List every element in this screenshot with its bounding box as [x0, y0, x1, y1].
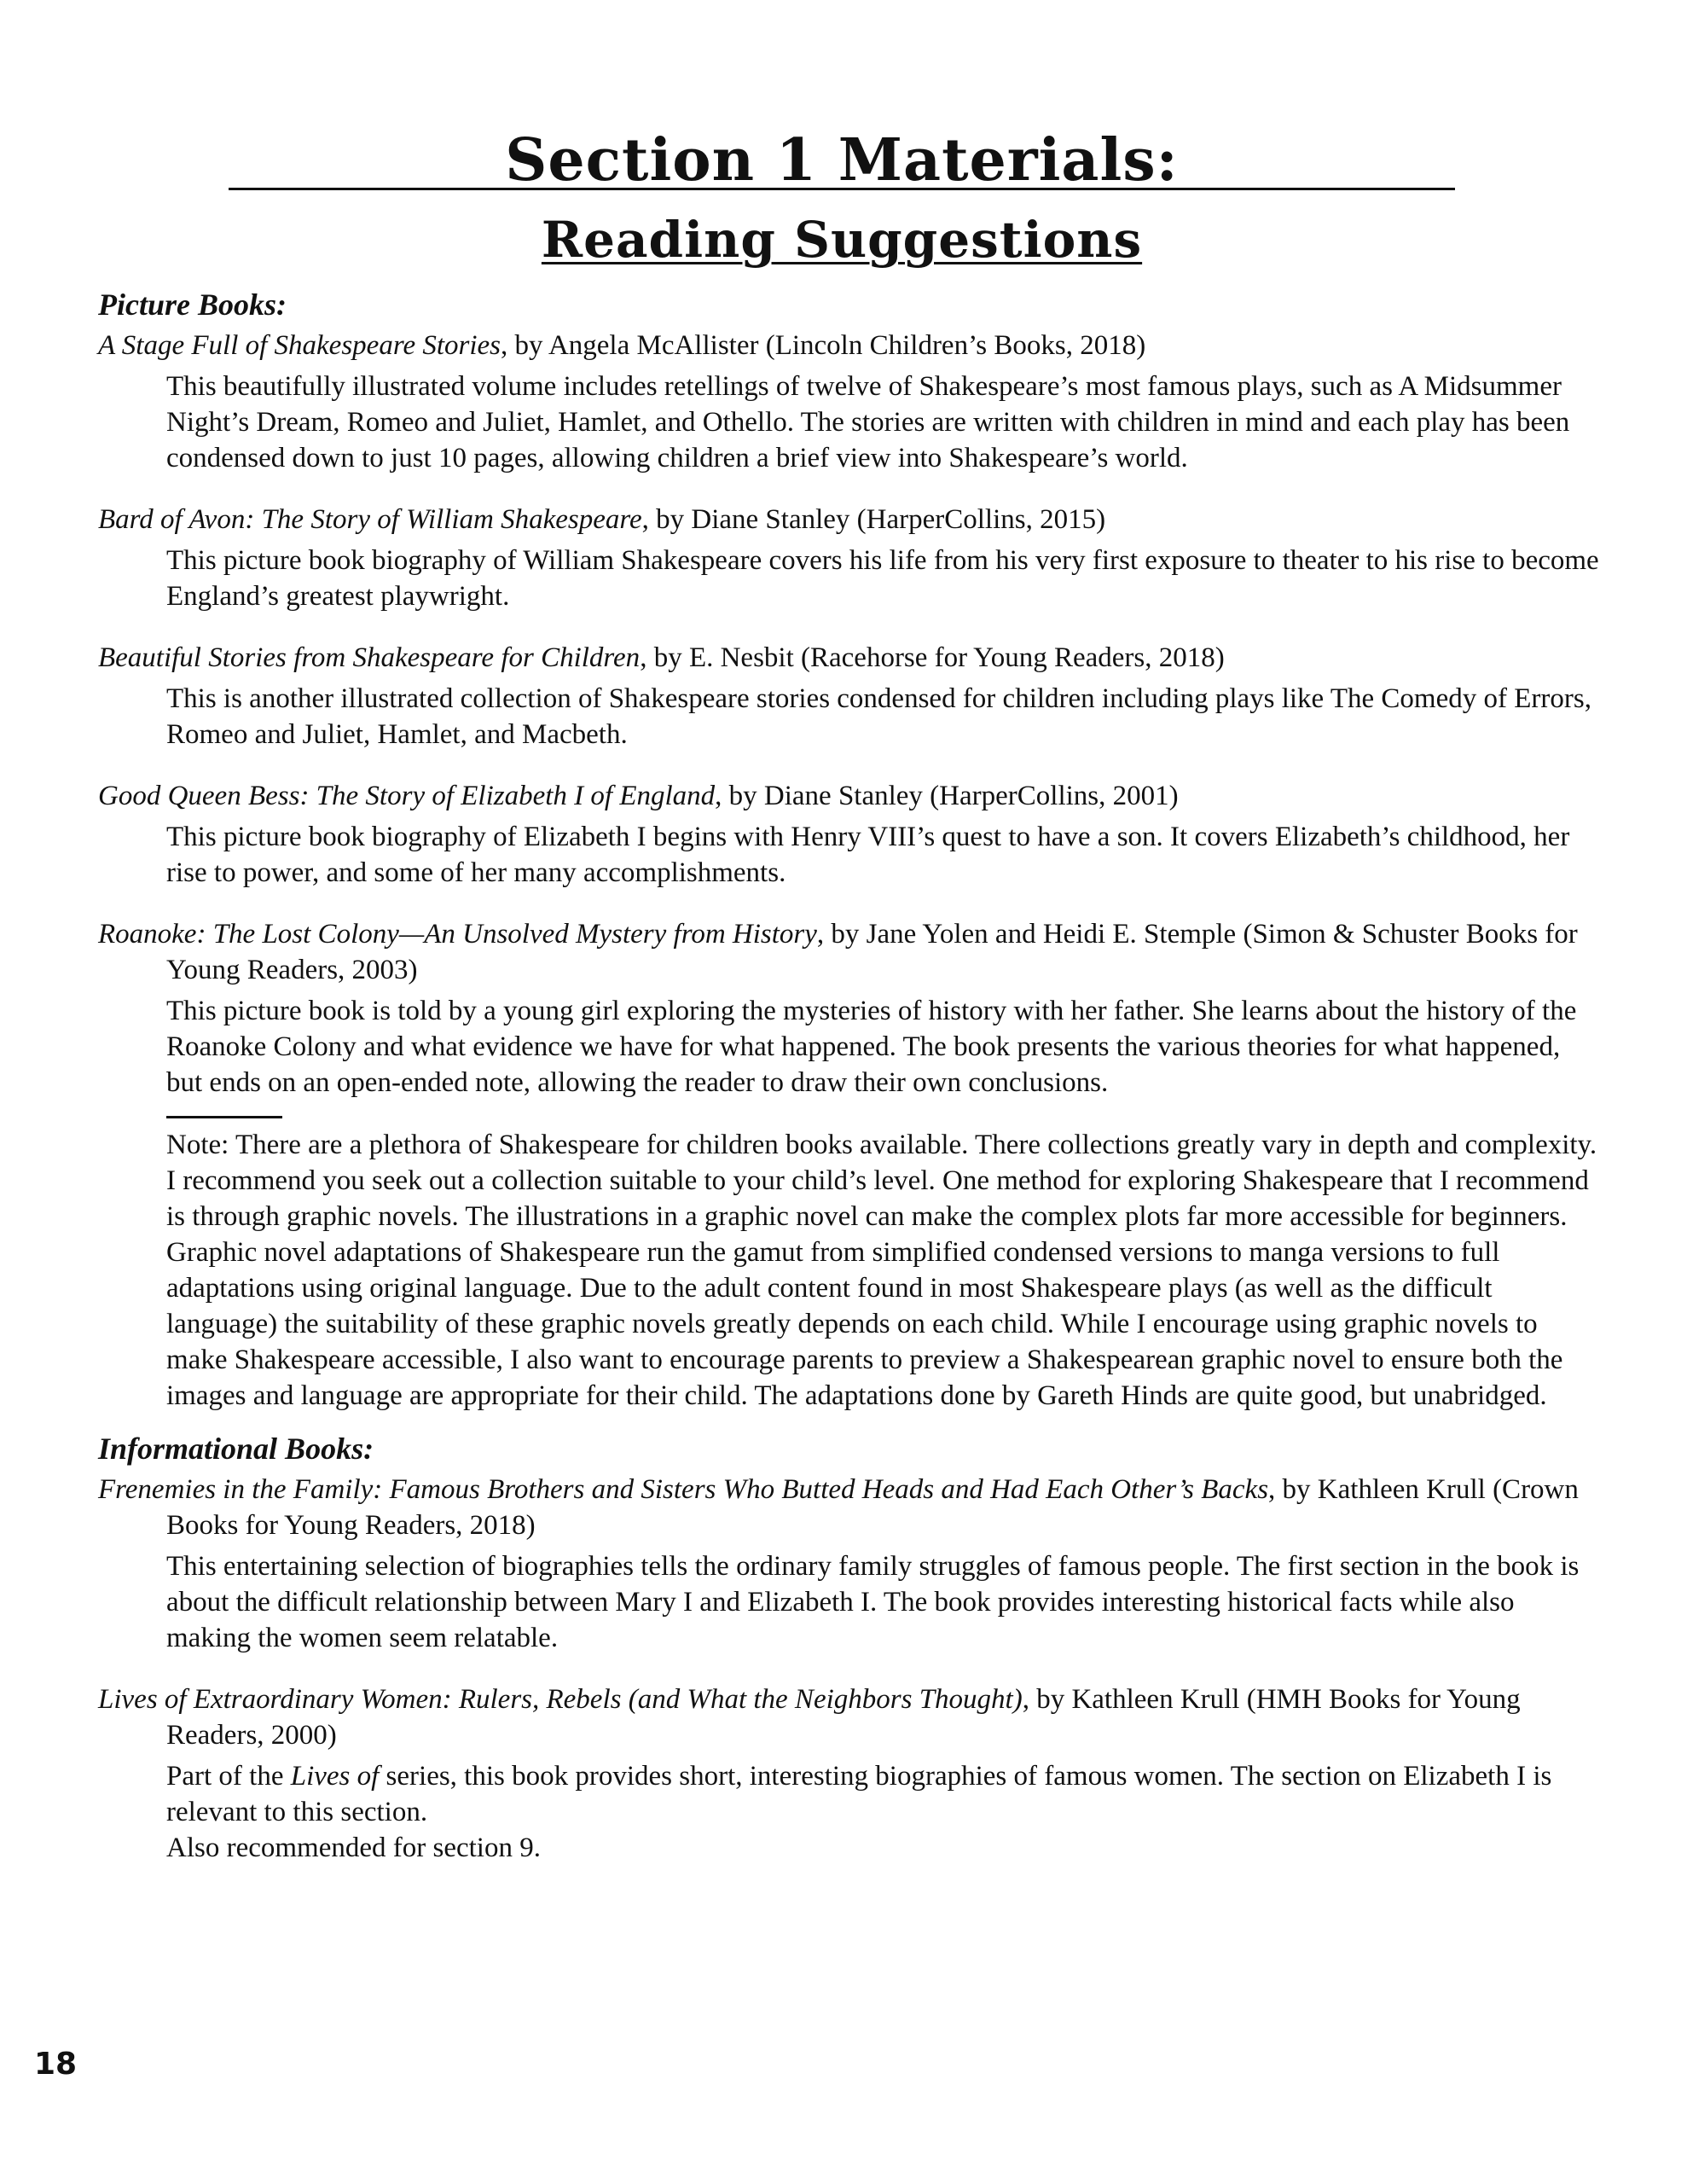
book-citation-details: , by Jane Yolen and Heidi E. Stemple (Simon & Schuster Books for Young Readers, 2003) — [166, 919, 1578, 985]
description-suffix: series, this book provides short, interesting biographies of famous women. The section on Elizabeth I is relevant to this section. — [166, 1761, 1552, 1827]
page-header — [229, 128, 1455, 268]
book-citation — [98, 502, 1599, 537]
book-citation-details: , by Diane Stanley (HarperCollins, 2015) — [641, 504, 1106, 535]
book-title: Frenemies in the Family: Famous Brothers and Sisters Who Butted Heads and Had Each Other’s Backs — [98, 1474, 1269, 1505]
note-paragraph: Note: There are a plethora of Shakespeare for children books available. There collections greatly vary in depth and complexity. I recommend you seek out a collection suitable to your child’s level. One method for exploring Shakespeare that I recommend is through graphic novels. The illustrations in a graphic novel can make the complex plots far more accessible for beginners. Graphic novel adaptations of Shakespeare run the gamut from simplified condensed versions to manga versions to full adaptations using original language. Due to the adult content found in most Shakespeare plays (as well as the difficult language) the suitability of these graphic novels greatly depends on each child. While I encourage using graphic novels to make Shakespeare accessible, I also want to encourage parents to preview a Shakespearean graphic novel to ensure both the images and language are appropriate for their child. The adaptations done by Gareth Hinds are quite good, but unabridged. — [166, 1130, 1597, 1411]
book-citation-details: , by Kathleen Krull (Crown Books for Young Readers, 2018) — [166, 1474, 1579, 1541]
book-citation — [98, 640, 1599, 676]
book-description: This is another illustrated collection of Shakespeare stories condensed for children including plays like The Comedy of Errors, Romeo and Juliet, Hamlet, and Macbeth. — [166, 683, 1591, 750]
book-citation — [98, 328, 1599, 363]
book-description: This entertaining selection of biographies tells the ordinary family struggles of famous people. The first section in the book is about the difficult relationship between Mary I and Elizabeth I. The book provides interesting historical facts while also making the women seem relatable. — [166, 1551, 1580, 1653]
book-entry — [98, 1472, 1599, 1656]
book-citation-details: , by E. Nesbit (Racehorse for Young Readers, 2018) — [640, 642, 1225, 673]
book-citation — [98, 1682, 1599, 1753]
book-citation — [98, 778, 1599, 814]
book-title: Roanoke: The Lost Colony—An Unsolved Mystery from History — [98, 919, 817, 950]
book-description: This picture book biography of Elizabeth I begins with Henry VIII’s quest to have a son. It covers Elizabeth’s childhood, her rise to power, and some of her many accomplishments. — [166, 822, 1570, 888]
page-subtitle: Reading Suggestions — [541, 211, 1143, 269]
book-entry — [98, 640, 1599, 752]
book-title: A Stage Full of Shakespeare Stories — [98, 330, 501, 361]
picture-books-heading: Picture Books: — [98, 288, 287, 322]
page-number: 18 — [34, 2047, 78, 2082]
informational-books-heading: Informational Books: — [98, 1432, 374, 1466]
book-description: This beautifully illustrated volume includes retellings of twelve of Shakespeare’s most famous plays, such as A Midsummer Night’s Dream, Romeo and Juliet, Hamlet, and Othello. The stories are written with children in mind and each play has been condensed down to just 10 pages, allowing children a brief view into Shakespeare’s world. — [166, 371, 1570, 473]
book-description — [166, 1758, 1599, 1830]
book-description: This picture book is told by a young girl exploring the mysteries of history with her father. She learns about the history of the Roanoke Colony and what evidence we have for what happened. The book presents the various theories for what happened, but ends on an open-ended note, allowing the reader to draw their own conclusions. — [166, 996, 1577, 1098]
book-entry — [98, 1682, 1599, 1866]
series-title: Lives of — [290, 1761, 380, 1792]
book-citation — [98, 1472, 1599, 1543]
book-title: Good Queen Bess: The Story of Elizabeth I of England — [98, 781, 716, 811]
book-description: This picture book biography of William Shakespeare covers his life from his very first exposure to theater to his rise to become England’s greatest playwright. — [166, 545, 1599, 612]
page-title: Section 1 Materials: — [505, 126, 1179, 195]
book-entry — [98, 778, 1599, 891]
book-citation-details: , by Diane Stanley (HarperCollins, 2001) — [715, 781, 1179, 811]
section-recommendation: Also recommended for section 9. — [166, 1833, 541, 1863]
book-entry — [98, 328, 1599, 476]
description-prefix: Part of the — [166, 1761, 291, 1792]
book-entry — [98, 916, 1599, 1101]
book-citation — [98, 916, 1599, 988]
book-citation-details: , by Kathleen Krull (HMH Books for Young Readers, 2000) — [166, 1684, 1521, 1751]
book-citation-details: , by Angela McAllister (Lincoln Children’s Books, 2018) — [501, 330, 1146, 361]
book-entry — [98, 502, 1599, 614]
book-title: Bard of Avon: The Story of William Shakespeare — [98, 504, 642, 535]
book-title: Lives of Extraordinary Women: Rulers, Rebels (and What the Neighbors Thought) — [98, 1684, 1023, 1715]
book-title: Beautiful Stories from Shakespeare for Children — [98, 642, 641, 673]
note-rule — [166, 1116, 282, 1118]
page-content — [98, 287, 1599, 1891]
